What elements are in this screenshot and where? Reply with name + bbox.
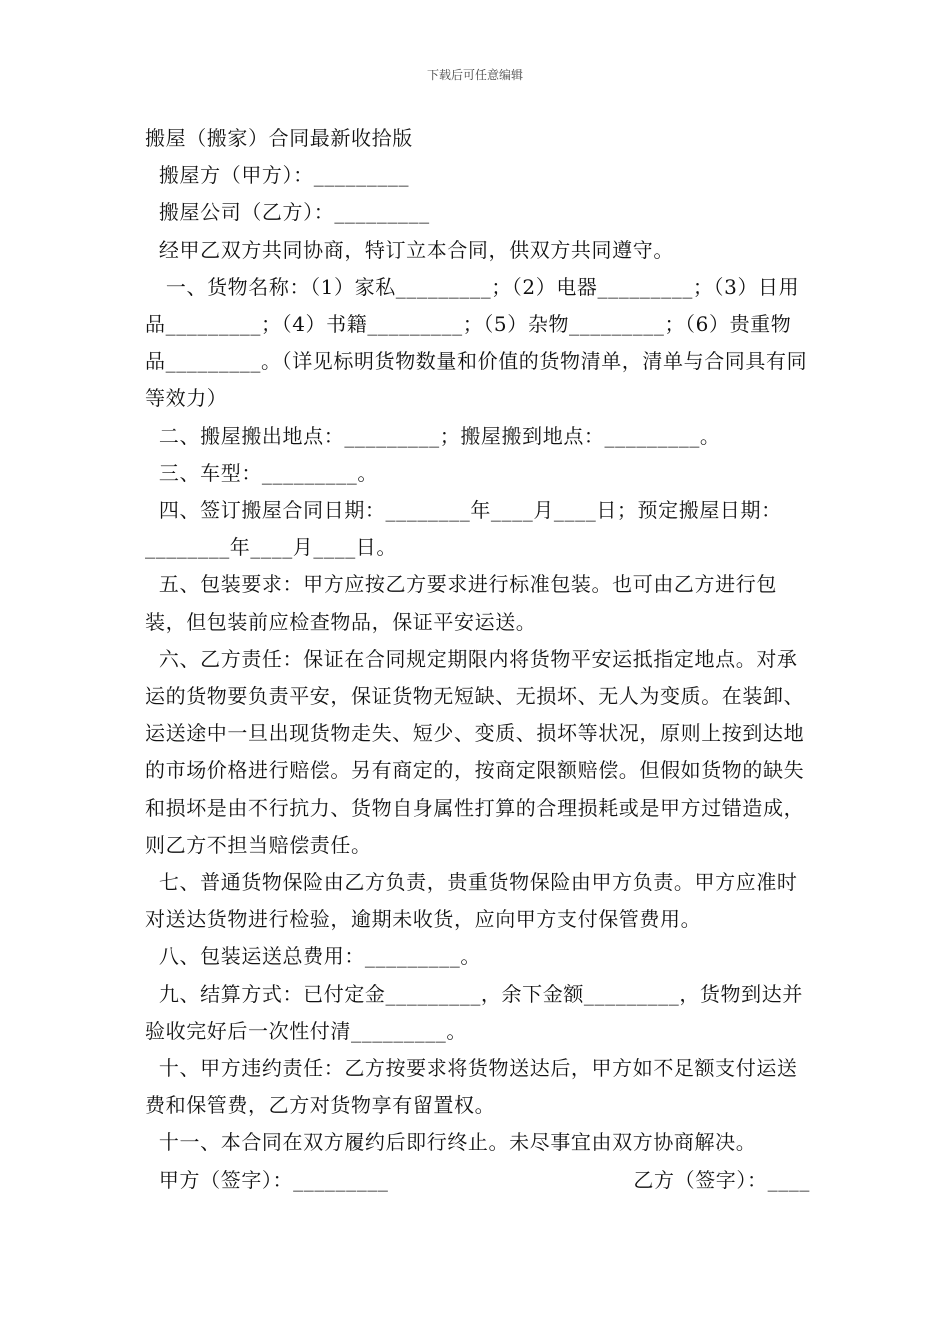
clause-6-responsibility: 六、乙方责任：保证在合同规定期限内将货物平安运抵指定地点。对承运的货物要负责平安，保证货物无短缺、无损坏、无人为变质。在装卸、运送途中一旦出现货物走失、短少、变质、损坏等状况，原则上按到达地的市场价格进行赔偿。另有商定的，按商定限额赔偿。但假如货物的缺失和损坏是由不行抗力、货物自身属性打算的合理损耗或是甲方过错造成，则乙方不担当赔偿责任。 [145, 646, 805, 857]
clause-2-locations: 二、搬屋搬出地点：_________；搬屋搬到地点：_________。 [145, 423, 721, 448]
clause-11-termination: 十一、本合同在双方履约后即行终止。未尽事宜由双方协商解决。 [145, 1130, 757, 1155]
signature-row [145, 1162, 810, 1199]
clause-1-goods: 一、货物名称：（1）家私_________；（2）电器_________；（3）日用品_________；（4）书籍_________；（5）杂物_________；（6）贵重物品_________。（详见标明货物数量和价值的货物清单，清单与合同具有同等效力） [145, 274, 808, 411]
clause-10-breach: 十、甲方违约责任：乙方按要求将货物送达后，甲方如不足额支付运送费和保管费，乙方对货物享有留置权。 [145, 1056, 798, 1118]
clause-7-insurance: 七、普通货物保险由乙方负责，贵重货物保险由甲方负责。甲方应准时对送达货物进行检验，逾期未收货，应向甲方支付保管费用。 [145, 870, 798, 932]
clause-8-total-fee: 八、包装运送总费用：_________。 [145, 944, 481, 969]
clause-3-vehicle: 三、车型：_________。 [145, 460, 378, 485]
clause-4-dates: 四、签订搬屋合同日期：________年____月____日；预定搬屋日期：________年____月____日。 [145, 498, 782, 560]
party-b-signature: 乙方（签字）：____ [633, 1167, 810, 1192]
clause-5-packaging: 五、包装要求：甲方应按乙方要求进行标准包装。也可由乙方进行包装，但包装前应检查物品，保证平安运送。 [145, 572, 777, 634]
party-b-line: 搬屋公司（乙方）：_________ [145, 200, 430, 225]
intro-paragraph: 经甲乙双方共同协商，特订立本合同，供双方共同遵守。 [145, 237, 674, 262]
party-a-line: 搬屋方（甲方）：_________ [145, 163, 410, 188]
party-a-signature: 甲方（签字）：_________ [145, 1167, 389, 1192]
document-title: 搬屋（搬家）合同最新收拾版 [145, 126, 413, 150]
contract-body [145, 120, 810, 1199]
clause-9-settlement: 九、结算方式：已付定金_________，余下金额_________，货物到达并验收完好后一次性付清_________。 [145, 981, 803, 1043]
page-header-note: 下载后可任意编辑 [426, 68, 523, 82]
